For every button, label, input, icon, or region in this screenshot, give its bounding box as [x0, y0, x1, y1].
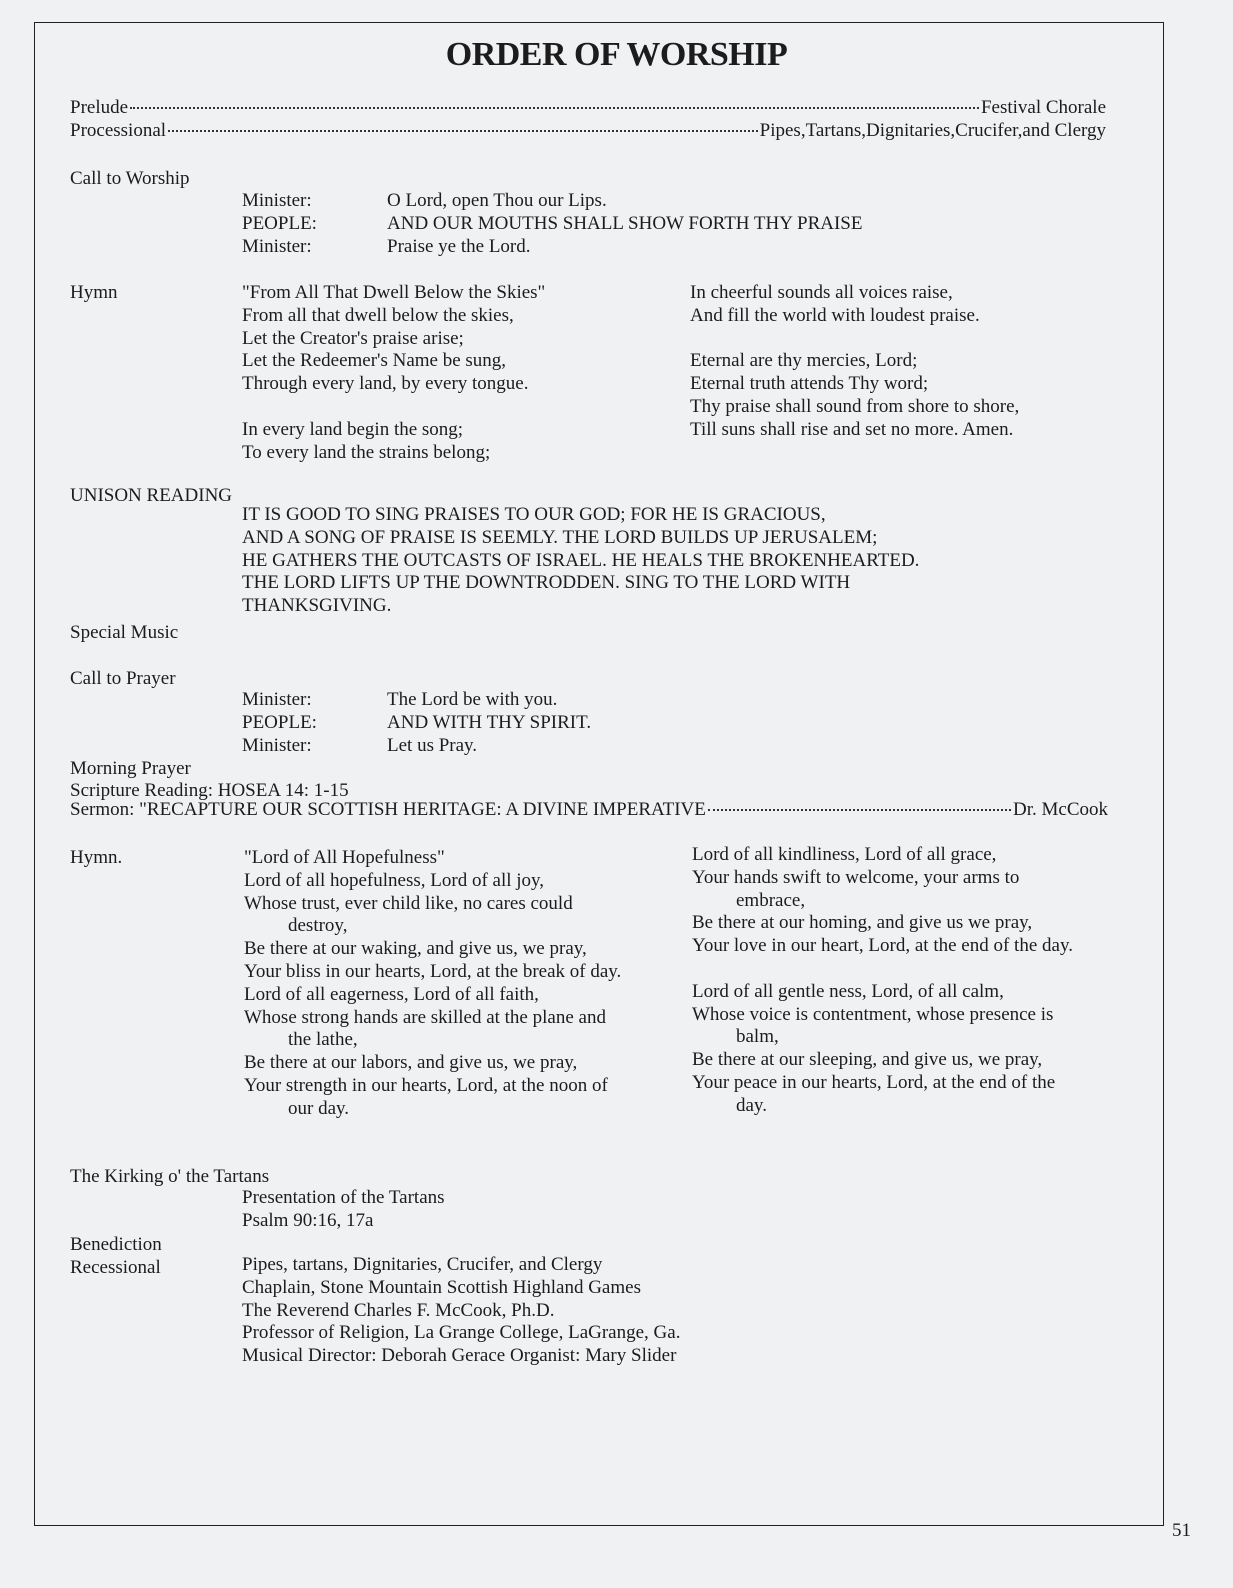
text-line: Eternal truth attends Thy word; [690, 373, 929, 395]
text-line: Be there at our waking, and give us, we pray, [244, 938, 587, 960]
text-line: "From All That Dwell Below the Skies" [242, 282, 546, 303]
text-line: Lord of all gentle ness, Lord, of all calm, [692, 980, 1004, 1002]
text-line: HE GATHERS THE OUTCASTS OF ISRAEL. HE HEALS THE BROKENHEARTED. [242, 549, 920, 571]
call-to-prayer-roles [242, 689, 317, 757]
kirking-lines [242, 1187, 445, 1233]
processional-value: Pipes,Tartans,Dignitaries,Crucifer,and Clergy [759, 120, 1106, 141]
text-line: From all that dwell below the skies, [242, 304, 514, 326]
prelude-label: Prelude [70, 97, 129, 118]
scripture-reading: Scripture Reading: HOSEA 14: 1-15 [70, 780, 349, 801]
special-music-label: Special Music [70, 622, 179, 643]
text-line: In cheerful sounds all voices raise, [690, 282, 953, 303]
call-to-prayer-label: Call to Prayer [70, 668, 176, 689]
sermon-row [70, 799, 1108, 822]
processional-row [70, 120, 1106, 143]
hymn1-label: Hymn [70, 282, 118, 303]
sermon-title: Sermon: "RECAPTURE OUR SCOTTISH HERITAGE: A DIVINE IMPERATIVE [70, 799, 706, 820]
text-line: Whose voice is contentment, whose presence is [692, 1003, 1054, 1025]
call-to-prayer-lines [387, 689, 591, 757]
hymn1-right-column [690, 282, 1019, 442]
line: Let us Pray. [387, 734, 478, 756]
page-number: 51 [1172, 1520, 1191, 1541]
text-line: Pipes, tartans, Dignitaries, Crucifer, and Clergy [242, 1254, 603, 1275]
text-line: And fill the world with loudest praise. [690, 304, 980, 326]
page-title: ORDER OF WORSHIP [445, 36, 788, 73]
text-line: Let the Creator's praise arise; [242, 327, 464, 349]
text-line: embrace, [736, 889, 806, 911]
kirking-label: The Kirking o' the Tartans [70, 1166, 270, 1187]
dot-leader [168, 130, 758, 132]
dot-leader [130, 107, 979, 109]
text-line: day. [736, 1094, 767, 1116]
text-line: Thy praise shall sound from shore to shore, [690, 395, 1020, 417]
line: O Lord, open Thou our Lips. [387, 190, 607, 211]
call-to-worship-label: Call to Worship [70, 168, 190, 189]
unison-reading-text [242, 504, 919, 618]
text-line: Your strength in our hearts, Lord, at the noon of [244, 1074, 608, 1096]
text-line: Lord of all eagerness, Lord of all faith, [244, 983, 539, 1005]
line: AND OUR MOUTHS SHALL SHOW FORTH THY PRAISE [387, 212, 863, 234]
text-line: THE LORD LIFTS UP THE DOWNTRODDEN. SING TO THE LORD WITH [242, 572, 851, 594]
text-line: IT IS GOOD TO SING PRAISES TO OUR GOD; FOR HE IS GRACIOUS, [242, 504, 826, 525]
text-line: Musical Director: Deborah Gerace Organist: Mary Slider [242, 1345, 677, 1367]
sermon-speaker: Dr. McCook [1013, 799, 1108, 820]
text-line: Professor of Religion, La Grange College, LaGrange, Ga. [242, 1322, 681, 1344]
hymn2-label: Hymn. [70, 847, 123, 868]
line: Praise ye the Lord. [387, 235, 531, 257]
text-line: Be there at our homing, and give us we pray, [692, 912, 1033, 934]
text-line: our day. [288, 1097, 350, 1119]
text-line: Chaplain, Stone Mountain Scottish Highland Games [242, 1276, 641, 1298]
line: Presentation of the Tartans [242, 1187, 445, 1208]
text-line: Whose trust, ever child like, no cares could [244, 892, 573, 914]
text-line [692, 958, 1073, 981]
text-line: The Reverend Charles F. McCook, Ph.D. [242, 1299, 555, 1321]
text-line: Let the Redeemer's Name be sung, [242, 350, 507, 372]
text-line: Your love in our heart, Lord, at the end of the day. [692, 935, 1073, 957]
text-line: Lord of all hopefulness, Lord of all joy, [244, 869, 545, 891]
text-line: Till suns shall rise and set no more. Amen. [690, 418, 1014, 440]
text-line: Lord of all kindliness, Lord of all grace, [692, 844, 997, 865]
morning-prayer-label: Morning Prayer [70, 758, 191, 779]
text-line: balm, [736, 1026, 779, 1048]
text-line: Your hands swift to welcome, your arms to [692, 866, 1020, 888]
text-line: the lathe, [288, 1029, 358, 1051]
call-to-worship-roles [242, 190, 317, 258]
text-line: AND A SONG OF PRAISE IS SEEMLY. THE LORD BUILDS UP JERUSALEM; [242, 526, 878, 548]
text-line: destroy, [288, 915, 348, 937]
recessional-lines [242, 1254, 680, 1368]
role: PEOPLE: [242, 711, 317, 733]
hymn1-left-column [242, 282, 545, 464]
text-line: To every land the strains belong; [242, 441, 491, 463]
text-line: In every land begin the song; [242, 418, 464, 440]
text-line: Eternal are thy mercies, Lord; [690, 350, 918, 372]
hymn2-right-column [692, 844, 1073, 1118]
role: Minister: [242, 734, 312, 756]
role: PEOPLE: [242, 212, 317, 234]
processional-label: Processional [70, 120, 167, 141]
unison-reading-label: UNISON READING [70, 485, 233, 506]
text-line: Be there at our labors, and give us, we pray, [244, 1052, 578, 1074]
text-line: Your bliss in our hearts, Lord, at the break of day. [244, 960, 622, 982]
text-line [242, 396, 545, 419]
line: Psalm 90:16, 17a [242, 1209, 374, 1231]
benediction-label: Benediction [70, 1234, 162, 1255]
role: Minister: [242, 689, 312, 710]
call-to-worship-lines [387, 190, 862, 258]
line: AND WITH THY SPIRIT. [387, 711, 592, 733]
text-line: THANKSGIVING. [242, 595, 392, 617]
text-line: Whose strong hands are skilled at the plane and [244, 1006, 606, 1028]
text-line: "Lord of All Hopefulness" [244, 847, 445, 868]
role: Minister: [242, 190, 312, 211]
text-line: Your peace in our hearts, Lord, at the end of the [692, 1071, 1056, 1093]
prelude-value: Festival Chorale [980, 97, 1106, 118]
line: The Lord be with you. [387, 689, 558, 710]
dot-leader [708, 809, 1011, 811]
recessional-label: Recessional [70, 1257, 161, 1278]
text-line: Be there at our sleeping, and give us, we pray, [692, 1049, 1043, 1071]
hymn2-left-column [244, 847, 621, 1121]
prelude-row [70, 97, 1106, 120]
role: Minister: [242, 235, 312, 257]
text-line [690, 328, 1019, 351]
text-line: Through every land, by every tongue. [242, 373, 529, 395]
